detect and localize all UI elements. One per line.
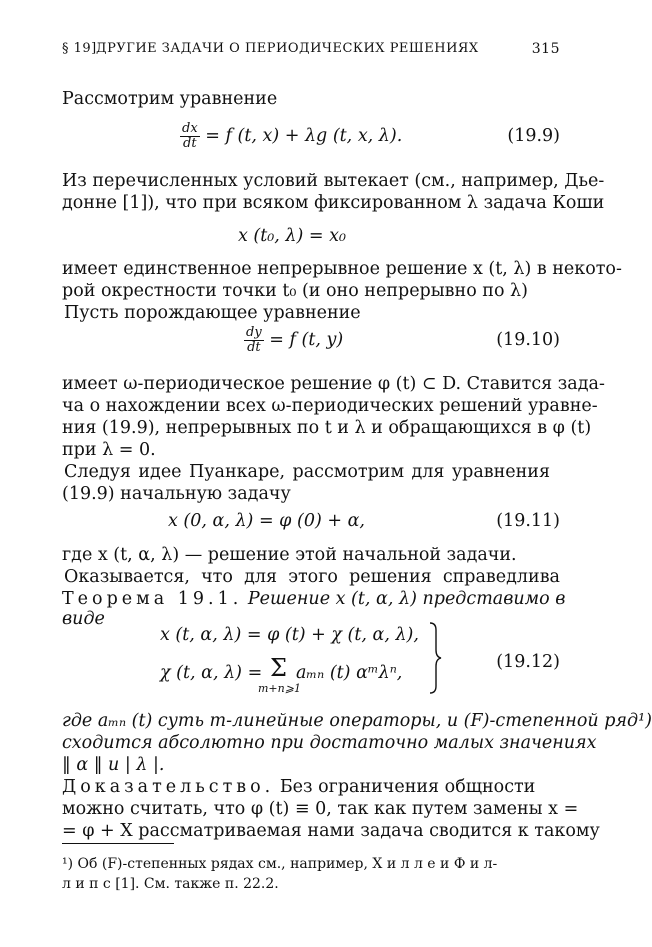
page-number: 315 [531,41,560,57]
summation-sign: Σ [270,654,287,682]
footnote-divider [62,843,174,844]
text-line: рой окрестности точки t₀ (и оно непрерывно по λ) [62,281,528,301]
header-title: ДРУГИЕ ЗАДАЧИ О ПЕРИОДИЧЕСКИХ РЕШЕНИЯХ [96,41,479,56]
equation-tag: (19.10) [496,330,560,350]
text-line: сходится абсолютно при достаточно малых значениях [62,733,597,753]
text-line: ‖ α ‖ и | λ |. [62,755,165,775]
equation-19-12-line2 [160,662,262,684]
equation-19-12-line1: x (t, α, λ) = φ (t) + χ (t, α, λ), [160,625,419,645]
text-line: ча о нахождении всех ω-периодических решений уравне- [62,396,598,416]
theorem-line [62,588,566,610]
text-line: где aₘₙ (t) суть m-линейные операторы, u (F)-степенной ряд¹) [62,711,652,731]
proof-label: Доказательство. [62,777,275,797]
text-line: Следуя идее Пуанкаре, рассмотрим для уравнения [64,462,550,482]
footnote-line: ¹) Об (F)-степенных рядах см., например, Х и л л е и Ф и л- [62,856,498,872]
right-brace-icon [428,622,442,694]
fraction: $\frac{dx}{dt}$ [182,121,198,151]
summation-index: m+n⩾1 [258,682,301,695]
equation-19-10 [244,326,343,355]
equation-tag: (19.11) [496,511,560,531]
section-marker: § 19] [62,41,97,56]
text-line: можно считать, что φ (t) ≡ 0, так как путем замены x = [62,799,579,819]
text-line: донне [1]), что при всяком фиксированном λ задача Коши [62,193,605,213]
theorem-text: Решение x (t, α, λ) представимо в [247,589,566,609]
text-line: Рассмотрим уравнение [62,89,278,109]
fraction: $\frac{dy}{dt}$ [246,325,262,355]
proof-line [62,776,560,798]
equation-cauchy-condition: x (t₀, λ) = x₀ [238,226,347,246]
equation-rhs: = f (t, x) + λg (t, x, λ). [205,126,403,146]
text-line: виде [62,609,105,629]
equation-tag: (19.9) [507,126,560,146]
text-line: имеет единственное непрерывное решение x (t, λ) в некото- [62,259,622,279]
text-line: (19.9) начальную задачу [62,484,291,504]
text-line: при λ = 0. [62,440,156,460]
proof-text: Без ограничения общности [279,777,536,797]
text-line: Из перечисленных условий вытекает (см., например, Дье- [62,171,605,191]
text-line: Пусть порождающее уравнение [64,303,361,323]
text-line: = φ + X рассматриваемая нами задача сводится к такому [62,821,600,841]
text-line: имеет ω-периодическое решение φ (t) ⊂ D. Ставится зада- [62,374,605,394]
text-line: где x (t, α, λ) — решение этой начальной задачи. [62,545,517,565]
running-header [62,41,560,61]
equation-19-11: x (0, α, λ) = φ (0) + α, [168,511,365,531]
footnote-line: л и п с [1]. См. также п. 22.2. [62,876,279,892]
equation-tag: (19.12) [496,652,560,672]
equation-rhs: = f (t, y) [269,330,344,350]
equation-lhs: χ (t, α, λ) = [160,663,263,683]
text-line: Оказывается, что для этого решения справедлива [64,567,560,587]
equation-19-9 [180,122,402,151]
equation-rhs: aₘₙ (t) αᵐλⁿ, [296,663,403,683]
text-line: ния (19.9), непрерывных по t и λ и обращающихся в φ (t) [62,418,592,438]
theorem-label: Теорема 19.1. [62,589,243,609]
